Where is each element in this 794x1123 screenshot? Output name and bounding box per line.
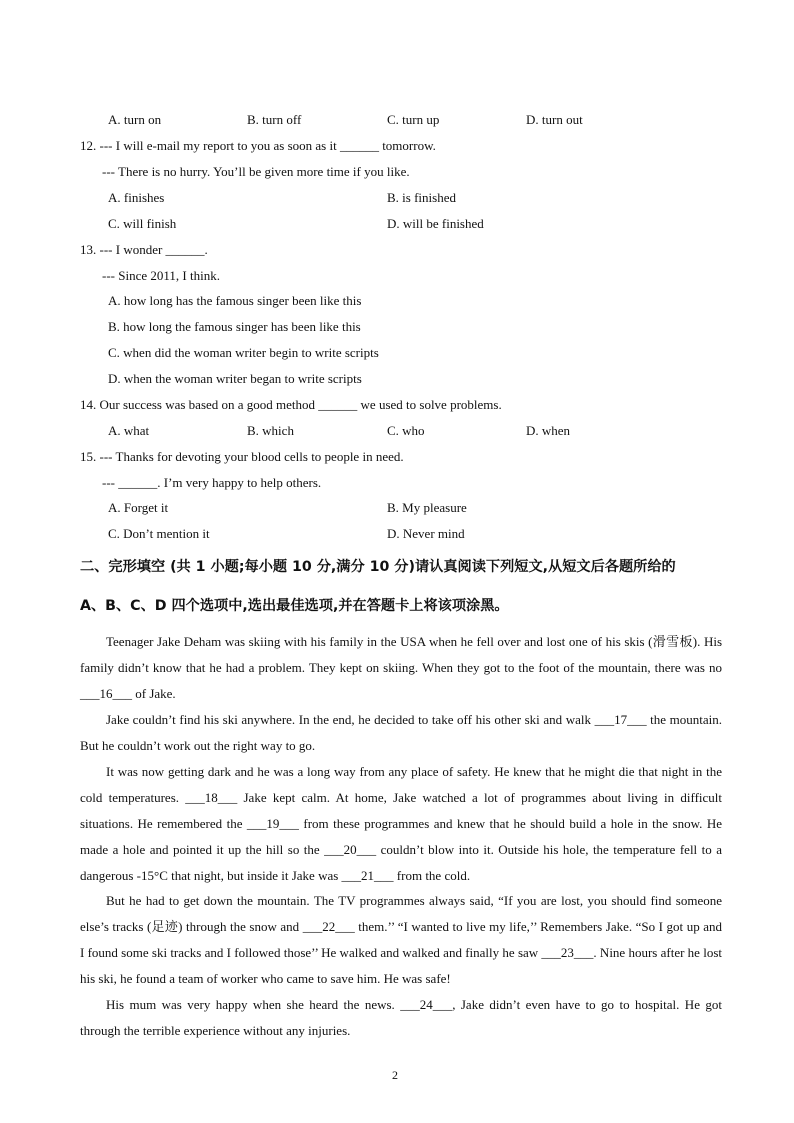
- q15-option-b: B. My pleasure: [387, 500, 467, 515]
- q14-option-c: C. who: [387, 423, 425, 438]
- passage-paragraph-1-text: Teenager Jake Deham was skiing with his family in the USA when he fell over and lost one of his skis (滑雪板). His family didn’t know that he had a problem. They kept on skiing. When they got to the foot of the mountain, there was no ___16___ of Jake.: [80, 634, 722, 701]
- passage-paragraph-2-text: Jake couldn’t find his ski anywhere. In the end, he decided to take off his other ski and walk ___17___ the mountain. But he couldn’t work out the right way to go.: [80, 712, 722, 753]
- passage-paragraph-3: [80, 759, 722, 889]
- q12-question: 12. --- I will e-mail my report to you as soon as it ______ tomorrow.: [80, 138, 436, 153]
- q14-option-b: B. which: [247, 423, 294, 438]
- q15-reply: --- ______. I’m very happy to help others.: [102, 475, 322, 490]
- q11-option-a: A. turn on: [108, 112, 162, 127]
- passage-paragraph-4-text: But he had to get down the mountain. The TV programmes always said, “If you are lost, you should find someone else’s tracks (足迹) through the snow and ___22___ them.’’ “I wanted to live my life,’’ Remembers Jake. “So I got up and I found some ski tracks and I followed those’’ He walked and walked and finally he saw ___23___. Nine hours after he lost his ski, he found a team of worker who came to save him. He was safe!: [80, 893, 722, 986]
- q13-option-a: A. how long has the famous singer been like this: [108, 293, 362, 308]
- q12-option-a: A. finishes: [108, 190, 165, 205]
- q13-option-d: D. when the woman writer began to write scripts: [108, 371, 362, 386]
- q15-option-a: A. Forget it: [108, 500, 169, 515]
- q15-option-d: D. Never mind: [387, 526, 465, 541]
- q11-option-d: D. turn out: [526, 112, 583, 127]
- q13-option-c: C. when did the woman writer begin to write scripts: [108, 345, 379, 360]
- passage-paragraph-5: [80, 992, 722, 1044]
- page-number: 2: [392, 1068, 398, 1082]
- q12-reply: --- There is no hurry. You’ll be given more time if you like.: [102, 164, 410, 179]
- passage-paragraph-5-text: His mum was very happy when she heard the news. ___24___, Jake didn’t even have to go to hospital. He got through the terrible experience without any injuries.: [80, 997, 722, 1038]
- passage-paragraph-2: [80, 707, 722, 759]
- q12-option-d: D. will be finished: [387, 216, 484, 231]
- q12-option-c: C. will finish: [108, 216, 177, 231]
- passage-paragraph-1: [80, 629, 722, 707]
- q13-reply: --- Since 2011, I think.: [102, 268, 220, 283]
- q13-option-b: B. how long the famous singer has been like this: [108, 319, 361, 334]
- q13-question: 13. --- I wonder ______.: [80, 242, 208, 257]
- q11-option-b: B. turn off: [247, 112, 302, 127]
- q14-option-a: A. what: [108, 423, 150, 438]
- q11-option-c: C. turn up: [387, 112, 440, 127]
- q14-option-d: D. when: [526, 423, 571, 438]
- passage-paragraph-3-text: It was now getting dark and he was a long way from any place of safety. He knew that he might die that night in the cold temperatures. ___18___ Jake kept calm. At home, Jake watched a lot of programmes about living in difficult situations. He remembered the ___19___ from these programmes and knew that he should build a hole in the snow. He made a hole and pointed it up the hill so the ___20___ couldn’t blow into it. Outside his hole, the temperature fell to a dangerous -15°C that night, but inside it Jake was ___21___ from the cold.: [80, 764, 722, 883]
- q14-question: 14. Our success was based on a good method ______ we used to solve problems.: [80, 397, 502, 412]
- passage-paragraph-4: [80, 888, 722, 992]
- q12-option-b: B. is finished: [387, 190, 456, 205]
- section-heading-line2: A、B、C、D 四个选项中,选出最佳选项,并在答题卡上将该项涂黑。: [80, 598, 509, 614]
- section-heading-line1: 二、完形填空 (共 1 小题;每小题 10 分,满分 10 分)请认真阅读下列短文,从短文后各题所给的: [80, 559, 676, 575]
- q15-option-c: C. Don’t mention it: [108, 526, 210, 541]
- q15-question: 15. --- Thanks for devoting your blood cells to people in need.: [80, 449, 404, 464]
